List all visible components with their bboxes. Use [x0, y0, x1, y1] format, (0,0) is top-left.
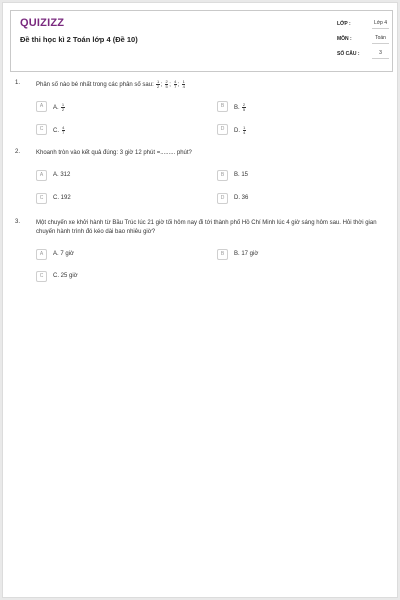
option-text: B. 17 giờ	[234, 251, 259, 257]
option-letter-box[interactable]: A	[36, 249, 47, 260]
meta-row-class	[337, 19, 389, 34]
meta-label: MÔN :	[337, 36, 352, 42]
option-text: A. $\frac{1}{2}$	[53, 102, 65, 112]
question-number: 1.	[15, 80, 21, 86]
option-letter-box[interactable]: D	[217, 124, 228, 135]
fraction: $\frac{2}{5}$	[242, 102, 246, 112]
meta-row-subject	[337, 34, 389, 49]
meta-value: Lớp 4	[372, 20, 389, 29]
option-letter-box[interactable]: D	[217, 193, 228, 204]
option-letter-box[interactable]: C	[36, 124, 47, 135]
option-text: A. 312	[53, 172, 71, 178]
option-text: C. $\frac{4}{7}$	[53, 125, 65, 135]
option-letter-box[interactable]: B	[217, 249, 228, 260]
option-letter-box[interactable]: C	[36, 271, 47, 282]
worksheet-meta	[337, 19, 389, 64]
quizizz-logo: QUIZIZZ	[20, 17, 65, 29]
meta-label: LỚP :	[337, 21, 351, 27]
meta-value: Toán	[372, 35, 389, 44]
option-text: B. $\frac{2}{5}$	[234, 102, 246, 112]
fraction: $\frac{4}{7}$	[62, 125, 65, 135]
fraction: $\frac{1}{2}$	[61, 102, 65, 112]
question-text: Phân số nào bé nhất trong các phân số sau: $\frac{1}{2}$ ; $\frac{2}{5}$ ; $\frac{4}{7}$ ; $\frac{1}{4}$	[36, 79, 185, 89]
option-text: C. 192	[53, 195, 71, 201]
option-letter-box[interactable]: A	[36, 101, 47, 112]
fraction: $\frac{1}{4}$	[243, 125, 246, 135]
option-letter-box[interactable]: B	[217, 170, 228, 181]
worksheet-page	[2, 2, 398, 598]
fraction: $\frac{1}{4}$	[182, 79, 185, 89]
question-number: 3.	[15, 219, 21, 225]
option-letter-box[interactable]: C	[36, 193, 47, 204]
option-letter-box[interactable]: B	[217, 101, 228, 112]
fraction: $\frac{4}{7}$	[174, 79, 177, 89]
option-text: D. 36	[234, 195, 249, 201]
option-text: C. 25 giờ	[53, 273, 78, 279]
question-number: 2.	[15, 149, 21, 155]
worksheet-title: Đề thi học kì 2 Toán lớp 4 (Đề 10)	[20, 35, 138, 44]
option-text: A. 7 giờ	[53, 251, 74, 257]
worksheet-header	[10, 10, 393, 72]
fraction: $\frac{2}{5}$	[165, 79, 168, 89]
meta-label: SỐ CÂU :	[337, 51, 360, 57]
meta-value: 3	[372, 50, 389, 59]
fraction: $\frac{1}{2}$	[156, 79, 160, 89]
option-text: B. 15	[234, 172, 249, 178]
meta-row-question-count	[337, 49, 389, 64]
option-letter-box[interactable]: A	[36, 170, 47, 181]
question-text: Một chuyến xe khởi hành từ Bầu Trúc lúc 21 giờ tối hôm nay đi tới thành phố Hồ Chí Minh lúc 4 giờ sáng hôm sau. Hỏi thời gian chuyến hành trình đó kéo dài bao nhiêu giờ?	[36, 220, 377, 235]
question-text-body: Phân số nào bé nhất trong các phân số sau:	[36, 82, 154, 89]
option-text: D. $\frac{1}{4}$	[234, 125, 246, 135]
question-text: Khoanh tròn vào kết quả đúng: 3 giờ 12 phút =......... phút?	[36, 150, 192, 156]
